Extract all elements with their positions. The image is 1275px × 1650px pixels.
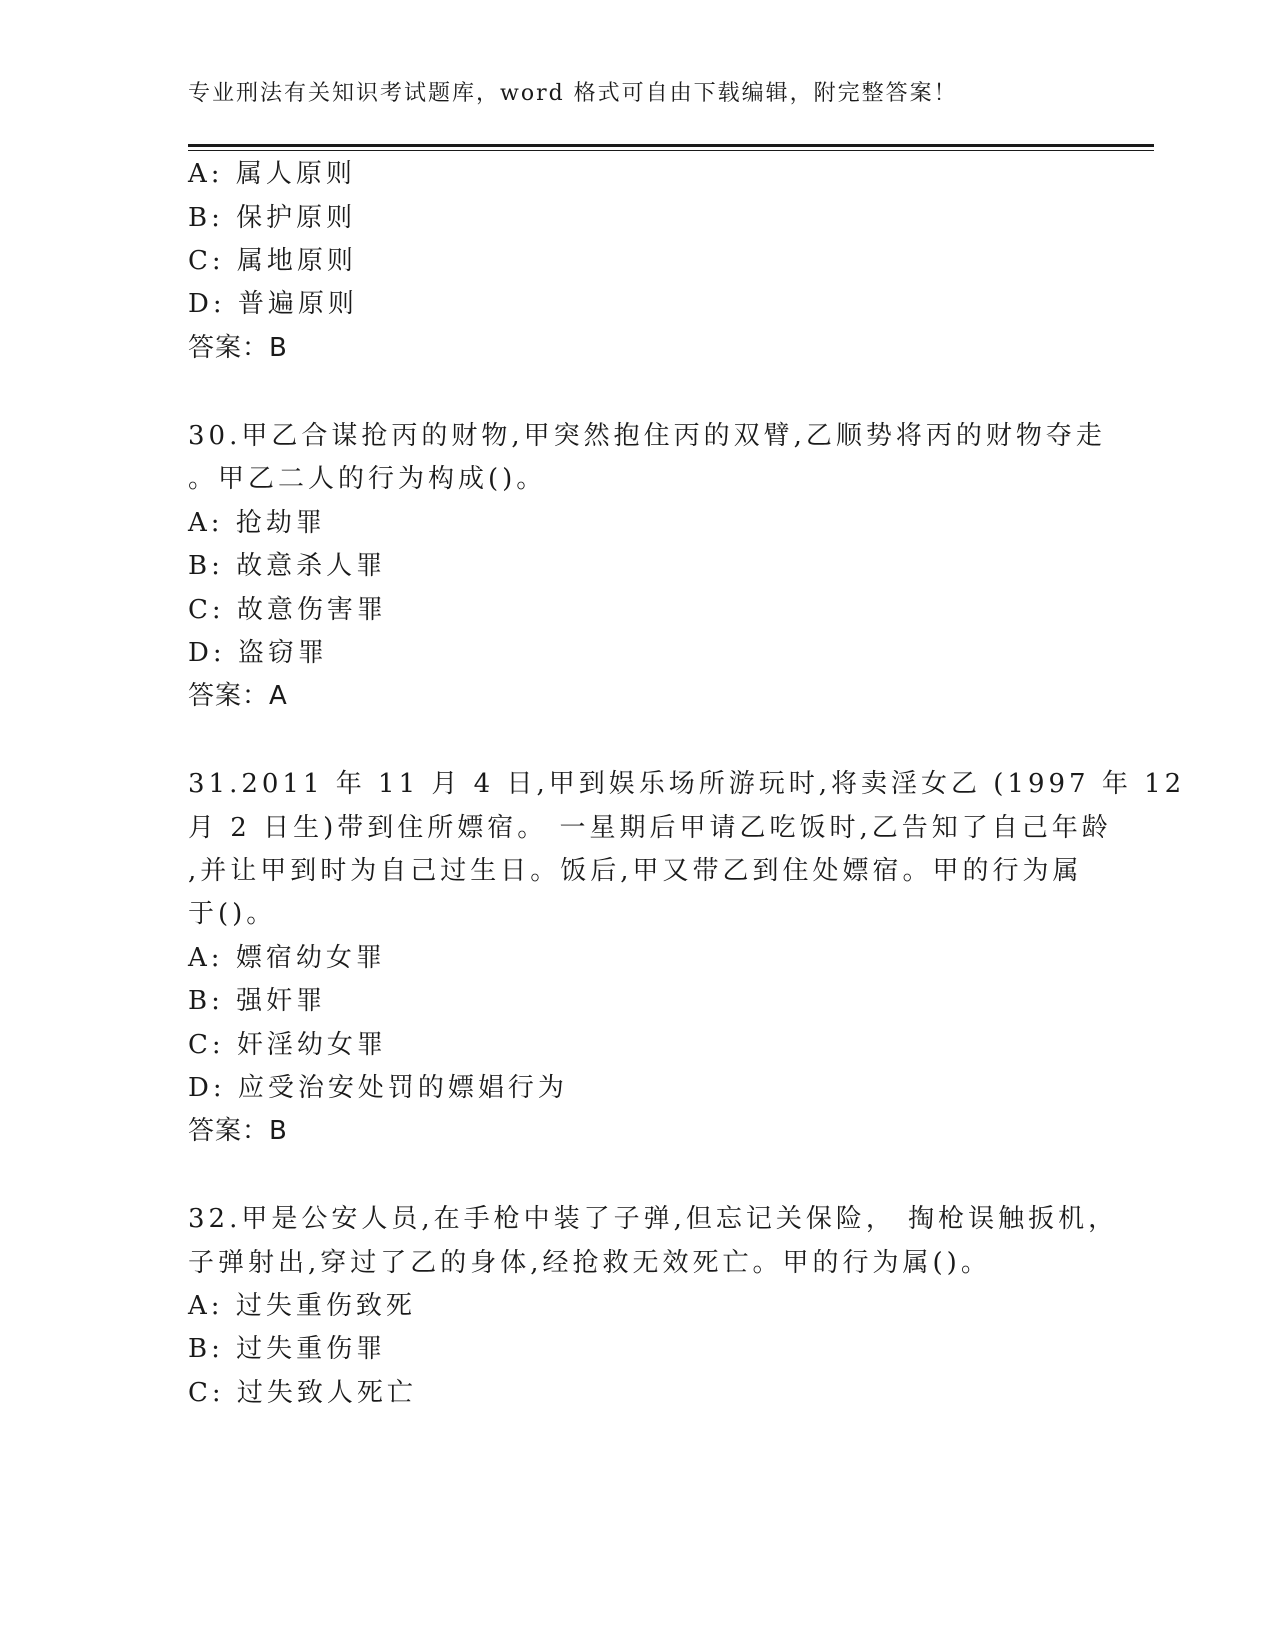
- option-c: C: 属地原则: [188, 246, 357, 276]
- option-d: D: 盗窃罪: [188, 638, 328, 668]
- option-a: A: 过失重伤致死: [188, 1291, 416, 1321]
- question-32-line-2: 子弹射出,穿过了乙的身体,经抢救无效死亡。甲的行为属()。: [188, 1248, 991, 1278]
- option-a: A: 属人原则: [188, 159, 356, 189]
- option-b: B: 保护原则: [188, 203, 357, 233]
- page-header: 专业刑法有关知识考试题库，word 格式可自由下载编辑，附完整答案！: [188, 81, 958, 106]
- option-d: D: 应受治安处罚的嫖娼行为: [188, 1073, 568, 1103]
- option-c: C: 过失致人死亡: [188, 1378, 417, 1408]
- option-c: C: 故意伤害罪: [188, 595, 387, 625]
- option-a: A: 抢劫罪: [188, 508, 326, 538]
- question-31-line-4: 于()。: [188, 899, 277, 929]
- answer: 答案：B: [188, 333, 288, 363]
- option-d: D: 普遍原则: [188, 289, 358, 319]
- answer: 答案：A: [188, 681, 288, 711]
- question-30-line-2: 。甲乙二人的行为构成()。: [188, 464, 547, 494]
- question-31-line-1: 31.2011 年 11 月 4 日,甲到娱乐场所游玩时,将卖淫女乙 (1997 年 12: [188, 769, 1186, 799]
- question-30-line-1: 30.甲乙合谋抢丙的财物,甲突然抱住丙的双臂,乙顺势将丙的财物夺走: [188, 421, 1106, 451]
- option-a: A: 嫖宿幼女罪: [188, 943, 386, 973]
- question-31-line-3: ,并让甲到时为自己过生日。饭后,甲又带乙到住处嫖宿。甲的行为属: [188, 856, 1083, 886]
- answer: 答案：B: [188, 1116, 288, 1146]
- option-b: B: 过失重伤罪: [188, 1334, 387, 1364]
- option-c: C: 奸淫幼女罪: [188, 1030, 387, 1060]
- header-rule-thin: [188, 150, 1154, 151]
- question-31-line-2: 月 2 日生)带到住所嫖宿。 一星期后甲请乙吃饭时,乙告知了自己年龄: [188, 813, 1112, 843]
- header-rule: [188, 144, 1154, 147]
- option-b: B: 强奸罪: [188, 986, 327, 1016]
- option-b: B: 故意杀人罪: [188, 551, 387, 581]
- question-32-line-1: 32.甲是公安人员,在手枪中装了子弹,但忘记关保险， 掏枪误触扳机，: [188, 1204, 1119, 1234]
